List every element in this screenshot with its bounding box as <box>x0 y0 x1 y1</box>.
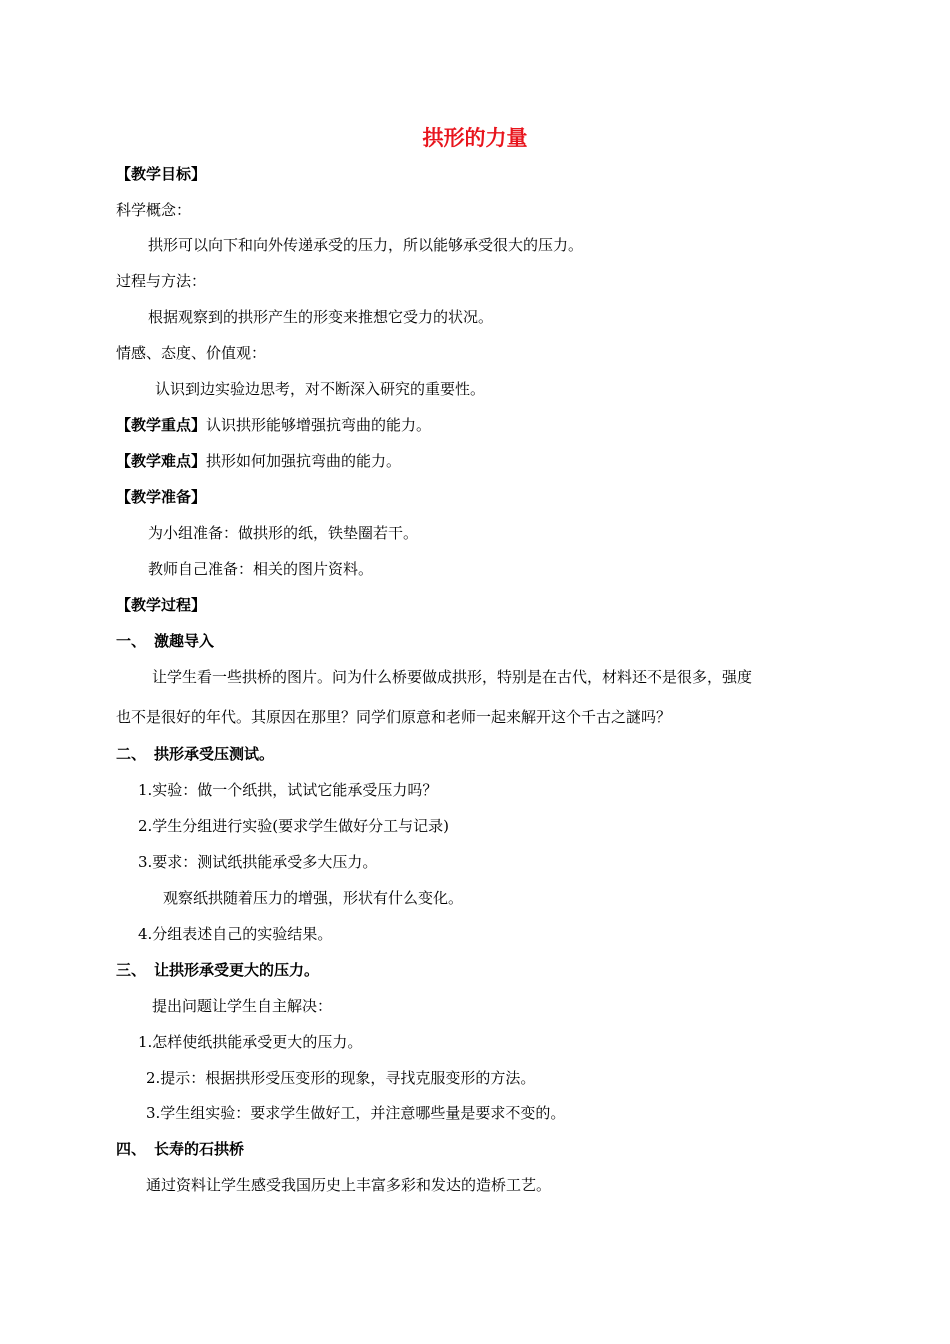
section-3-item-3: 3.学生组实验：要求学生做好工，并注意哪些量是要求不变的。 <box>146 1104 566 1122</box>
section-4-title: 长寿的石拱桥 <box>154 1140 245 1158</box>
page-title: 拱形的力量 <box>422 126 528 150</box>
key-point-text: 认识拱形能够增强抗弯曲的能力。 <box>206 416 432 434</box>
section-2-item-2: 2.学生分组进行实验(要求学生做好分工与记录) <box>138 817 450 835</box>
objectives-heading: 【教学目标】 <box>116 165 207 183</box>
difficulty-text: 拱形如何加强抗弯曲的能力。 <box>206 452 402 470</box>
process-method-label: 过程与方法： <box>116 272 207 290</box>
attitude-label: 情感、态度、价值观： <box>116 344 267 362</box>
section-2-item-1: 1.实验：做一个纸拱，试试它能承受压力吗？ <box>138 781 438 799</box>
difficulty-line <box>116 451 401 471</box>
preparation-heading: 【教学准备】 <box>116 488 207 506</box>
attitude-text: 认识到边实验边思考，对不断深入研究的重要性。 <box>155 380 486 398</box>
section-3-number: 三、 <box>116 961 147 979</box>
section-4-text: 通过资料让学生感受我国历史上丰富多彩和发达的造桥工艺。 <box>146 1176 552 1194</box>
preparation-teacher: 教师自己准备：相关的图片资料。 <box>148 560 374 578</box>
concept-label: 科学概念： <box>116 201 192 219</box>
process-heading: 【教学过程】 <box>116 596 207 614</box>
section-1-number: 一、 <box>116 632 147 650</box>
section-3-intro: 提出问题让学生自主解决： <box>152 997 333 1015</box>
section-3-item-2: 2.提示：根据拱形受压变形的现象，寻找克服变形的方法。 <box>146 1069 536 1087</box>
key-point-heading: 【教学重点】 <box>116 416 207 434</box>
section-1-heading <box>116 631 214 651</box>
section-2-heading <box>116 744 274 764</box>
preparation-group: 为小组准备：做拱形的纸，铁垫圈若干。 <box>148 524 419 542</box>
section-1-paragraph-2: 也不是很好的年代。其原因在那里？同学们原意和老师一起来解开这个千古之謎吗？ <box>116 708 672 726</box>
section-3-heading <box>116 960 319 980</box>
section-1-paragraph-1: 让学生看一些拱桥的图片。问为什么桥要做成拱形，特别是在古代，材料还不是很多，强度 <box>152 668 753 686</box>
section-2-item-3: 3.要求：测试纸拱能承受多大压力。 <box>138 853 378 871</box>
section-2-item-3-detail: 观察纸拱随着压力的增强，形状有什么变化。 <box>163 889 464 907</box>
section-2-item-4: 4.分组表述自己的实验结果。 <box>138 925 333 943</box>
section-3-title: 让拱形承受更大的压力。 <box>154 961 320 979</box>
difficulty-heading: 【教学难点】 <box>116 452 207 470</box>
section-1-title: 激趣导入 <box>154 632 215 650</box>
concept-text: 拱形可以向下和向外传递承受的压力，所以能够承受很大的压力。 <box>148 236 584 254</box>
section-3-item-1: 1.怎样使纸拱能承受更大的压力。 <box>138 1033 363 1051</box>
section-2-number: 二、 <box>116 745 147 763</box>
section-4-number: 四、 <box>116 1140 147 1158</box>
section-4-heading <box>116 1139 244 1159</box>
key-point-line <box>116 415 431 435</box>
process-method-text: 根据观察到的拱形产生的形变来推想它受力的状况。 <box>148 308 494 326</box>
section-2-title: 拱形承受压测试。 <box>154 745 275 763</box>
